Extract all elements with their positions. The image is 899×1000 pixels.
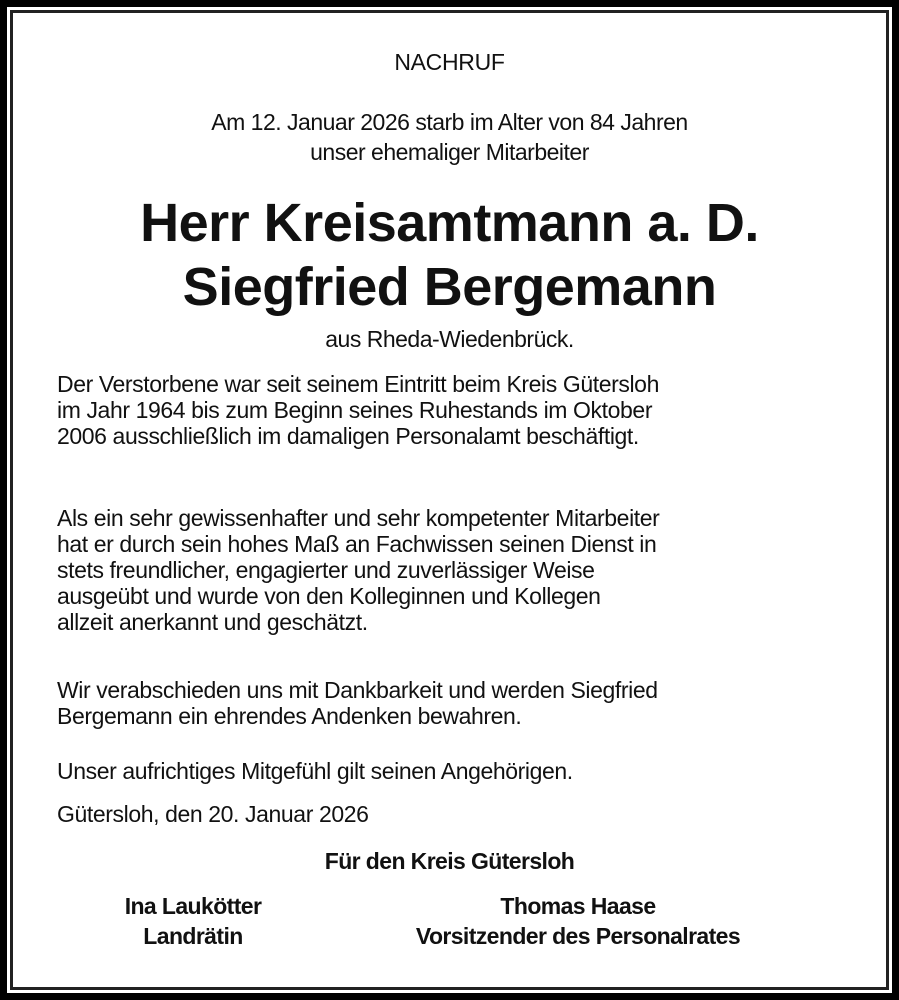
text-line: Bergemann ein ehrendes Andenken bewahren. — [57, 703, 522, 729]
text-line: Unser aufrichtiges Mitgefühl gilt seinen Angehörigen. — [57, 758, 573, 784]
deceased-name — [13, 191, 886, 319]
signatory-name: Ina Laukötter — [124, 893, 262, 919]
signatory-left — [93, 891, 293, 951]
obituary-notice — [10, 10, 889, 990]
text-line: Der Verstorbene war seit seinem Eintritt beim Kreis Gütersloh — [57, 371, 659, 397]
text-line: hat er durch sein hohes Maß an Fachwissen seinen Dienst in — [57, 531, 657, 557]
text-line: stets freundlicher, engagierter und zuverlässiger Weise — [57, 557, 595, 583]
outer-frame — [7, 7, 892, 993]
paragraph-career — [57, 371, 850, 449]
text-line: 2006 ausschließlich im damaligen Personalamt beschäftigt. — [57, 423, 639, 449]
origin-text: aus Rheda-Wiedenbrück. — [325, 326, 574, 352]
paragraph-condolence — [57, 758, 850, 784]
signatory-title: Landrätin — [143, 923, 243, 949]
place-date — [57, 801, 850, 827]
deceased-title: Herr Kreisamtmann a. D. — [140, 193, 759, 253]
text-line: allzeit anerkannt und geschätzt. — [57, 609, 368, 635]
intro-line: unser ehemaliger Mitarbeiter — [310, 139, 589, 165]
paragraph-tribute — [57, 505, 850, 635]
text-line: Als ein sehr gewissenhafter und sehr kompetenter Mitarbeiter — [57, 505, 660, 531]
text-line: Wir verabschieden uns mit Dankbarkeit und werden Siegfried — [57, 677, 658, 703]
intro-text — [13, 107, 886, 167]
intro-line: Am 12. Januar 2026 starb im Alter von 84 Jahren — [211, 109, 688, 135]
signatory-title: Vorsitzender des Personalrates — [415, 923, 741, 949]
deceased-fullname: Siegfried Bergemann — [182, 257, 717, 317]
text-line: ausgeübt und wurde von den Kolleginnen und Kollegen — [57, 583, 601, 609]
signatory-name: Thomas Haase — [500, 893, 656, 919]
notice-heading: NACHRUF — [394, 49, 505, 75]
text-line: im Jahr 1964 bis zum Beginn seines Ruhestands im Oktober — [57, 397, 653, 423]
organization-name: Für den Kreis Gütersloh — [324, 848, 575, 874]
paragraph-farewell — [57, 677, 850, 729]
signatory-right — [368, 891, 788, 951]
text-line: Gütersloh, den 20. Januar 2026 — [57, 801, 369, 827]
